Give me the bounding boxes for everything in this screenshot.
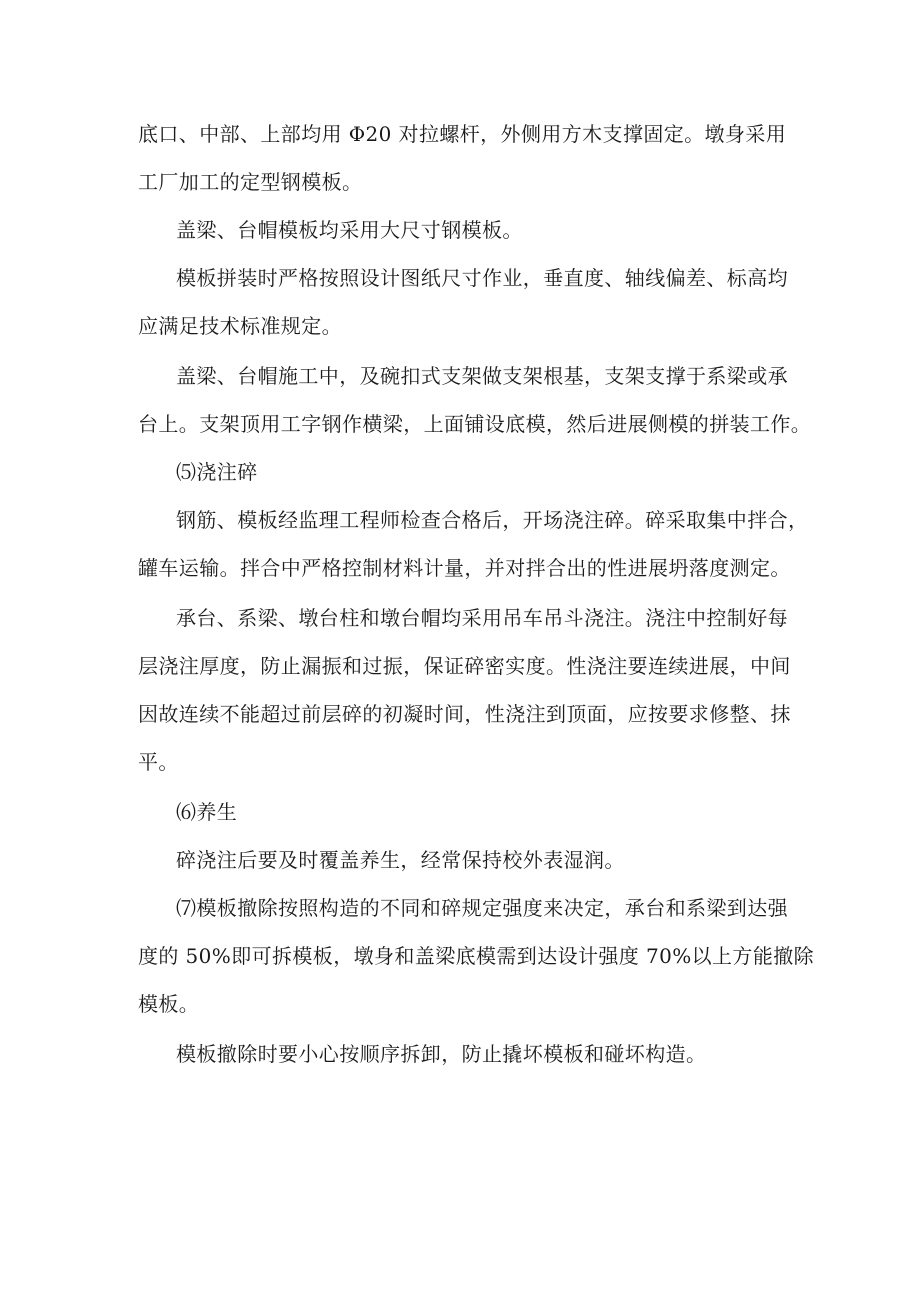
- text-line: 台上。支架顶用工字钢作横梁，上面铺设底模，然后进展侧模的拼装工作。: [138, 412, 812, 436]
- text-line: 工厂加工的定型钢模板。: [138, 170, 363, 194]
- text-line: 盖梁、台帽施工中，及碗扣式支架做支架根基，支架支撑于系梁或承: [176, 364, 788, 388]
- section-heading: ⑸浇注碎: [176, 460, 258, 484]
- text-line: 底口、中部、上部均用 Φ20 对拉螺杆，外侧用方木支撑固定。墩身采用: [138, 122, 787, 146]
- text-line: 应满足技术标准规定。: [138, 314, 342, 338]
- text-line: 盖梁、台帽模板均采用大尺寸钢模板。: [176, 218, 523, 242]
- text-line: 模板拼装时严格按照设计图纸尺寸作业，垂直度、轴线偏差、标高均: [176, 266, 788, 290]
- text-line: 平。: [138, 750, 179, 774]
- text-line: 钢筋、模板经监理工程师检查合格后，开场浇注碎。碎采取集中拌合，: [176, 508, 809, 532]
- text-line: 层浇注厚度，防止漏振和过振，保证碎密实度。性浇注要连续进展，中间: [138, 654, 791, 678]
- text-line: 因故连续不能超过前层碎的初凝时间，性浇注到顶面，应按要求修整、抹: [138, 702, 791, 726]
- text-line: 模板。: [138, 992, 200, 1016]
- text-line: 罐车运输。拌合中严格控制材料计量，并对拌合出的性进展坍落度测定。: [138, 556, 791, 580]
- section-heading: ⑹养生: [176, 800, 238, 824]
- text-line: ⑺模板撤除按照构造的不同和碎规定强度来决定，承台和系梁到达强: [176, 896, 788, 920]
- text-line: 碎浇注后要及时覆盖养生，经常保持校外表湿润。: [176, 848, 625, 872]
- text-line: 承台、系梁、墩台柱和墩台帽均采用吊车吊斗浇注。浇注中控制好每: [176, 606, 788, 630]
- text-line: 度的 50%即可拆模板，墩身和盖梁底模需到达设计强度 70%以上方能撤除: [138, 944, 815, 968]
- text-line: 模板撤除时要小心按顺序拆卸，防止撬坏模板和碰坏构造。: [176, 1042, 707, 1066]
